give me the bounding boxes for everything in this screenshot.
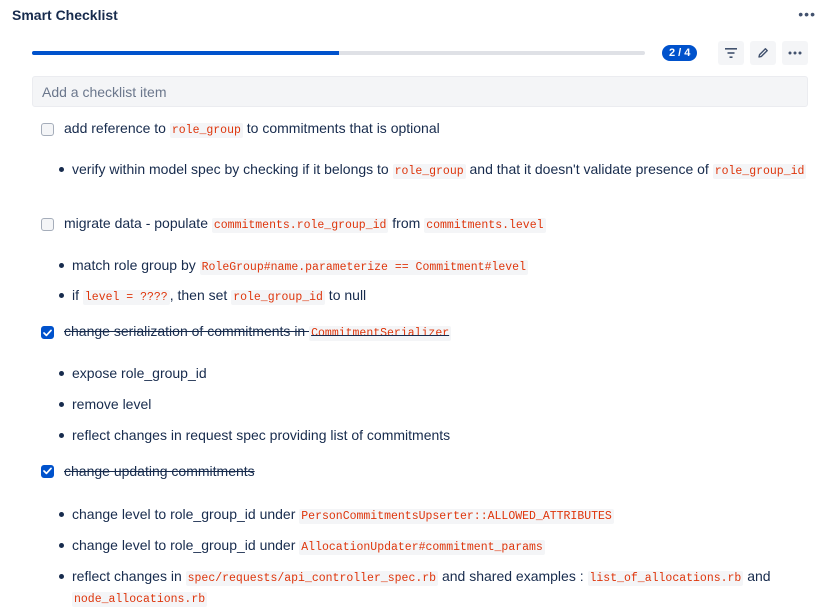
code-snippet: list_of_allocations.rb	[589, 572, 742, 585]
item-text: from	[388, 215, 425, 231]
pencil-icon	[757, 47, 769, 59]
code-snippet: spec/requests/api_controller_spec.rb	[187, 572, 437, 585]
sub-item	[72, 395, 812, 413]
checklist-item	[41, 462, 255, 480]
code-snippet: role_group	[171, 124, 241, 137]
sub-item	[72, 364, 812, 382]
sub-item	[72, 160, 812, 181]
item-text: remove level	[72, 396, 152, 412]
item-text: match role group by	[72, 257, 200, 273]
edit-button[interactable]	[750, 41, 776, 65]
code-snippet: role_group_id	[714, 165, 805, 178]
progress-row	[32, 42, 812, 64]
progress-bar-fill	[32, 51, 339, 55]
item-text: add reference to	[64, 120, 170, 136]
code-snippet: node_allocations.rb	[74, 593, 206, 606]
checklist-item	[41, 322, 451, 343]
item-text: and	[743, 568, 771, 584]
item-text: change level to role_group_id under	[72, 537, 300, 553]
code-snippet: RoleGroup#name.parameterize == Commitment#level	[201, 261, 526, 274]
header-more-icon[interactable]: •••	[798, 6, 816, 22]
filter-button[interactable]	[718, 41, 744, 65]
code-snippet: role_group	[394, 165, 464, 178]
sub-item	[72, 426, 812, 444]
code-snippet: commitments.role_group_id	[213, 219, 387, 232]
code-snippet: role_group_id	[233, 291, 323, 304]
progress-bar	[32, 51, 645, 55]
item-text: reflect changes in	[72, 568, 186, 584]
add-checklist-item-input[interactable]	[32, 76, 808, 107]
checkmark-icon	[43, 467, 52, 475]
checklist-title: Smart Checklist	[12, 7, 118, 23]
checklist-item-checkbox[interactable]	[41, 123, 54, 136]
checklist-header	[12, 6, 830, 26]
code-snippet: level = ????	[84, 291, 168, 304]
item-text: change serialization of commitments in	[64, 323, 310, 339]
item-text: , then set	[169, 287, 232, 303]
more-options-button[interactable]	[782, 41, 808, 65]
checklist-item-label[interactable]	[64, 322, 451, 343]
item-text: and that it doesn't validate presence of	[465, 161, 713, 177]
checklist-item-checkbox[interactable]	[41, 465, 54, 478]
item-text: verify within model spec by checking if it belongs to	[72, 161, 393, 177]
item-text: to null	[324, 287, 367, 303]
sub-item	[72, 286, 812, 307]
item-text: change updating commitments	[64, 463, 255, 479]
checkmark-icon	[43, 329, 52, 337]
item-text: reflect changes in request spec providing list of commitments	[72, 427, 451, 443]
item-text: change level to role_group_id under	[72, 506, 300, 522]
checklist-item	[41, 214, 546, 235]
sub-item	[72, 505, 812, 526]
checklist-item-checkbox[interactable]	[41, 218, 54, 231]
item-text: if	[72, 287, 83, 303]
checklist-item-label[interactable]	[64, 462, 255, 480]
progress-badge: 2 / 4	[662, 45, 697, 61]
item-text: to commitments that is optional	[242, 120, 440, 136]
item-text: expose role_group_id	[72, 365, 207, 381]
sub-item	[72, 536, 812, 557]
code-snippet: commitments.level	[426, 219, 544, 232]
item-text: migrate data - populate	[64, 215, 212, 231]
filter-icon	[725, 48, 737, 58]
checklist-item-checkbox[interactable]	[41, 326, 54, 339]
checklist-item	[41, 119, 440, 140]
code-snippet: PersonCommitmentsUpserter::ALLOWED_ATTRIBUTES	[301, 510, 612, 523]
checklist-item-label[interactable]	[64, 119, 440, 140]
checklist-item-label[interactable]	[64, 214, 546, 235]
item-text: and shared examples :	[438, 568, 588, 584]
code-snippet: AllocationUpdater#commitment_params	[301, 541, 543, 554]
ellipsis-icon	[788, 51, 802, 55]
sub-item	[72, 567, 812, 609]
sub-item	[72, 256, 812, 277]
code-snippet: CommitmentSerializer	[311, 327, 450, 340]
